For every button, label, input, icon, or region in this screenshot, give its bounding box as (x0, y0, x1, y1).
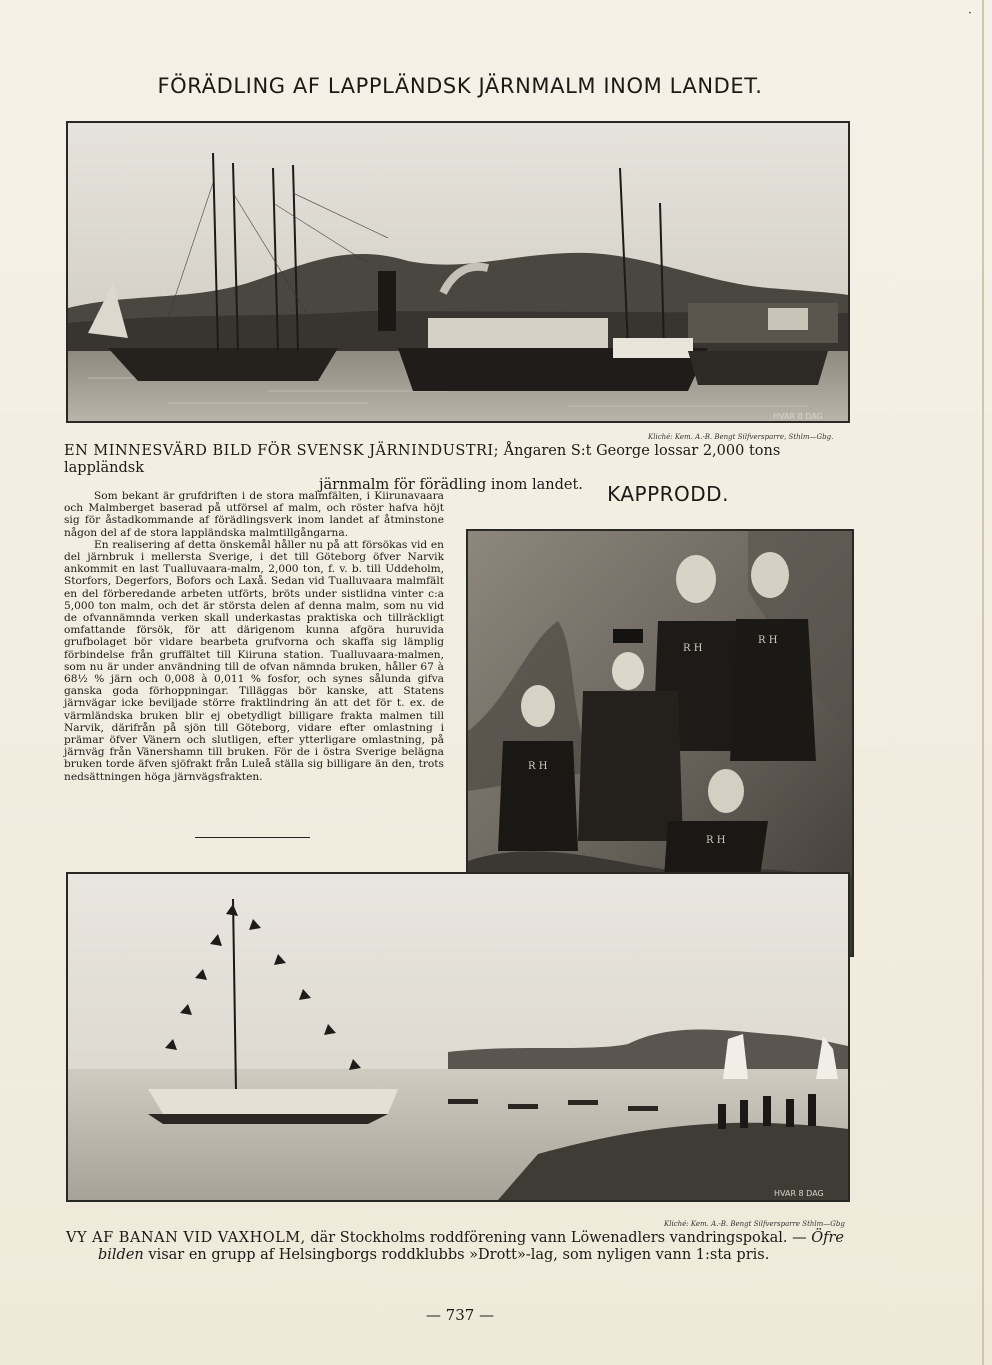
corner-mark: · (968, 6, 972, 20)
photo1-signature: HVAR 8 DAG (773, 412, 823, 421)
article-paragraph-1: Som bekant är grufdriften i de stora malmfälten, i Kiirunavaara och Malmberget baserad på utförsel af malm, och röster hafva höjt sig för åstadkommande af förädlingsverk inom landet af åtminstone någon del af de stora lappländska malmtillgångarna. (64, 490, 444, 539)
page-edge (982, 0, 984, 1365)
page-number: — 737 — (425, 1306, 495, 1324)
caption-regatta-line1 (66, 1230, 866, 1247)
section-divider (195, 837, 310, 838)
harbour-illustration (68, 123, 848, 421)
article-paragraph-2: En realisering af detta önskemål håller nu på att försökas vid en del järnbruk i mellersta Sverige, i det till Göteborg öfver Narvik ankommit en last Tualluvaara-malm, 2,000 ton, f. v. b. till Uddeholm, Storfors, Degerfors, Bofors och Laxå. Sedan vid Tualluvaara malmfält en del förberedande arbeten utförts, bröts under sistlidna vinter c:a 5,000 ton malm, och det är största delen af denna malm, som nu vid de ofvannämnda verken skall underkastas praktiska och tillräckligt omfattande försök, för att därigenom kunna afgöra huruvida grufbolaget bör vidare bearbeta grufvorna och skaffa sig lämplig förbindelse från gruffältet till Kiiruna station. Tualluvaara-malmen, som nu är under användning till de ofvan nämnda bruken, håller 67 à 68½ % järn och 0,008 à 0,011 % fosfor, och synes sålunda gifva ganska goda förhoppningar. Tilläggas bör kanske, att Statens järnvägar icke beviljade större fraktlindring än att det för t. ex. de värmländska bruken blir ej obetydligt billigare frakta malmen till Narvik, därifrån på sjön till Göteborg, vidare efter omlastning i prämar öfver Vänern och slutligen, efter ytterligare omlastning, på järnväg från Vänershamn till bruken. För de i östra Sverige belägna bruken torde äfven sjöfrakt från Luleå ställa sig billigare än den, trots nedsättningen höga järnvägsfrakten. (64, 538, 444, 783)
caption-regatta-lead: VY AF BANAN VID VAXHOLM, (66, 1230, 306, 1246)
caption-regatta-rest: där Stockholms roddförening vann Löwenadlers vandringspokal. — (305, 1230, 812, 1246)
caption-harbour-lead: EN MINNESVÄRD BILD FÖR SVENSK JÄRNINDUSTRI; (64, 443, 500, 459)
jersey-emblem-1: R H (683, 643, 703, 654)
jersey-emblem-4: R H (706, 835, 726, 846)
caption-harbour-line1 (64, 443, 864, 477)
caption-harbour-line2: järnmalm för förädling inom landet. (319, 477, 583, 493)
photo1-credit: Kliché: Kem. A.-B. Bengt Silfversparre, Sthlm—Gbg. (648, 433, 834, 441)
photo3-credit: Kliché: Kem. A.-B. Bengt Silfversparre Sthlm—Gbg (664, 1220, 845, 1228)
photo-vaxholm-regatta (66, 872, 850, 1202)
caption-regatta-italic-2: bilden (98, 1247, 144, 1263)
caption-harbour-rest: Ångaren S:t George lossar 2,000 tons lappländsk (64, 443, 781, 476)
caption-regatta-line2 (66, 1247, 866, 1264)
photo-harbour-ships (66, 121, 850, 423)
photo3-signature: HVAR 8 DAG (774, 1189, 824, 1198)
caption-regatta-italic-1: Öfre (811, 1230, 844, 1246)
jersey-emblem-3: R H (528, 761, 548, 772)
jersey-emblem-2: R H (758, 635, 778, 646)
article-body (64, 490, 444, 783)
caption-regatta-rest-2: visar en grupp af Helsingborgs roddklubbs »Drott»-lag, som nyligen vann 1:sta pris. (143, 1247, 770, 1263)
regatta-illustration (68, 874, 848, 1200)
heading-kapprodd: KAPPRODD. (607, 482, 729, 506)
caption-regatta (66, 1230, 866, 1264)
page-title: FÖRÄDLING AF LAPPLÄNDSK JÄRNMALM INOM LANDET. (157, 74, 763, 98)
